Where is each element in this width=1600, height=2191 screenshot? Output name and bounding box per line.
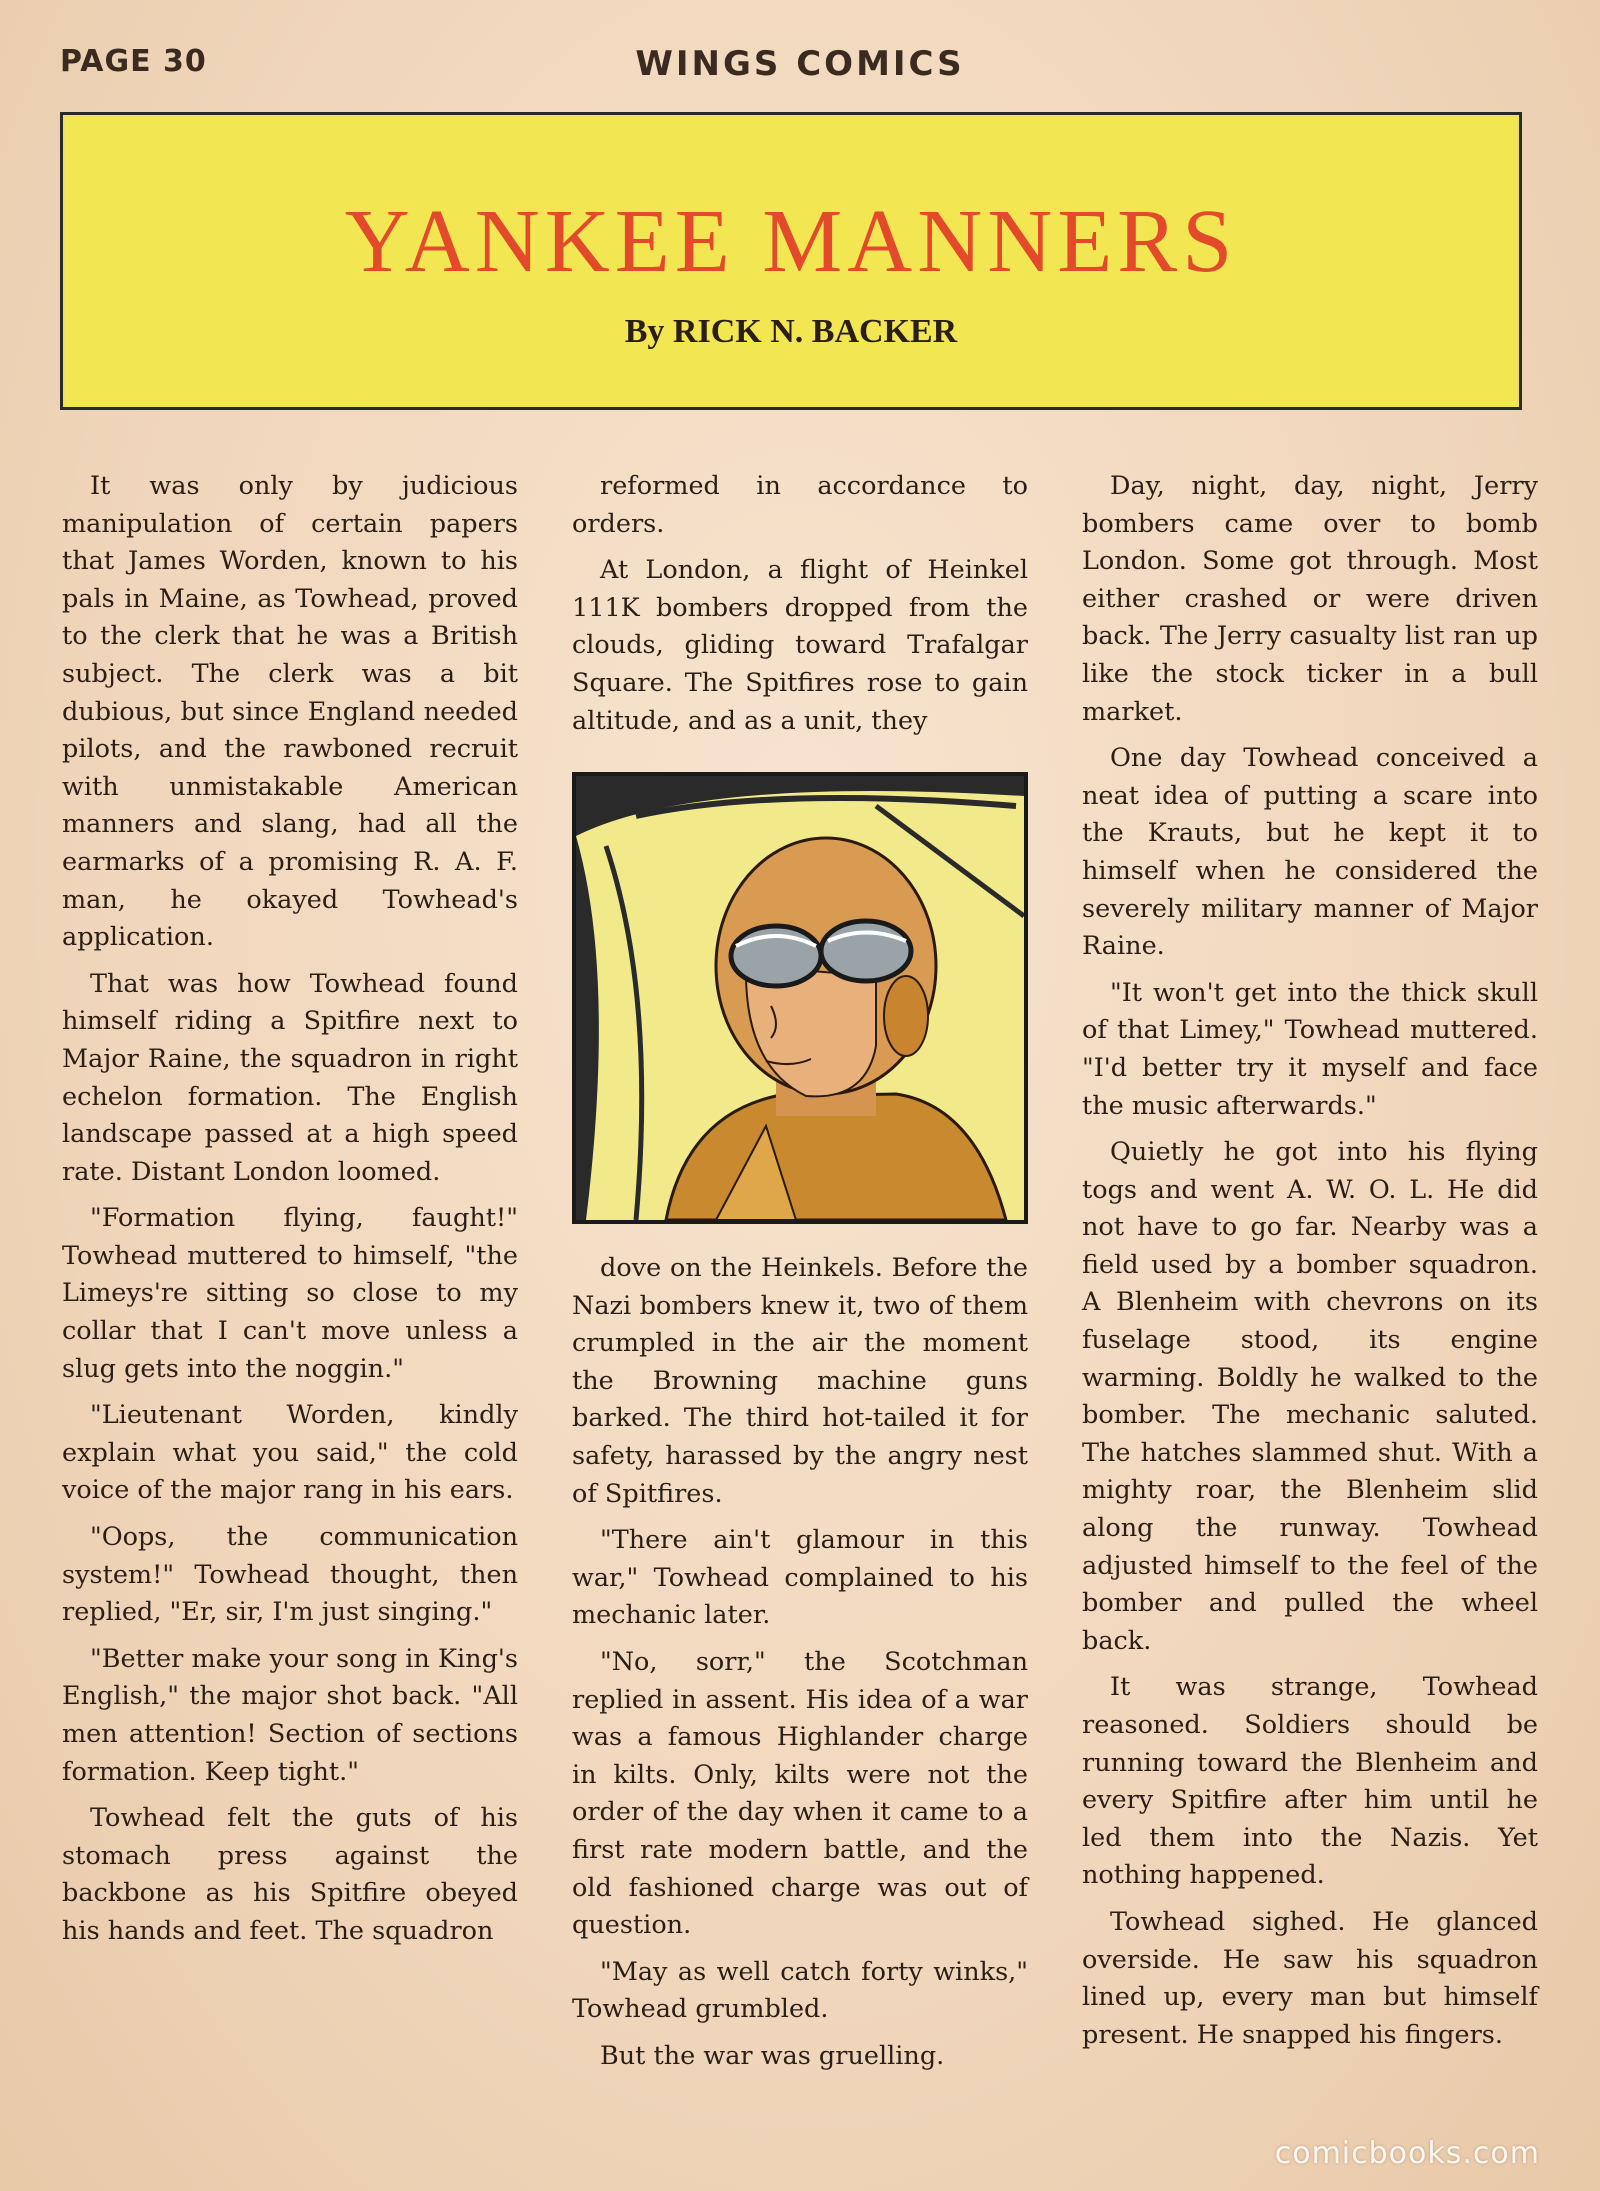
column-2-lower — [572, 1250, 1028, 2084]
magazine-title: WINGS COMICS — [635, 44, 965, 84]
paragraph: "There ain't glamour in this war," Towhead complained to his mechanic later. — [572, 1525, 1028, 1631]
paragraph: "It won't get into the thick skull of that Limey," Towhead muttered. "I'd better try it myself and face the music afterwards." — [1082, 977, 1538, 1121]
column-2 — [572, 468, 1028, 2071]
pilot-illustration — [572, 772, 1028, 1224]
paragraph: At London, a flight of Heinkel 111K bombers dropped from the clouds, gliding toward Trafalgar Square. The Spitfires rose to gain altitude, and as a unit, they — [572, 555, 1028, 736]
paragraph: dove on the Heinkels. Before the Nazi bombers knew it, two of them crumpled in the air the moment the Browning machine guns barked. The third hot-tailed it for safety, harassed by the angry nest of Spitfires. — [572, 1253, 1028, 1509]
paragraph: Quietly he got into his flying togs and went A. W. O. L. He did not have to go far. Nearby was a field used by a bomber squadron. A Blenheim with chevrons on its fuselage stood, its engine warming. Boldly he walked to the bomber. The mechanic saluted. The hatches slammed shut. With a mighty roar, the Blenheim slid along the runway. Towhead adjusted himself to the feel of the bomber and pulled the wheel back. — [1082, 1137, 1538, 1656]
paragraph: "Formation flying, faught!" Towhead muttered to himself, "the Limeys're sitting so close to my collar that I can't move unless a slug gets into the noggin." — [62, 1203, 518, 1384]
paragraph: "Better make your song in King's English," the major shot back. "All men attention! Section of sections formation. Keep tight." — [62, 1643, 518, 1787]
title-box — [60, 112, 1522, 410]
paragraph: "May as well catch forty winks," Towhead grumbled. — [572, 1956, 1028, 2025]
paragraph: That was how Towhead found himself riding a Spitfire next to Major Raine, the squadron in right echelon formation. The English landscape passed at a high speed rate. Distant London loomed. — [62, 968, 518, 1187]
pilot-in-cockpit-illustration — [576, 776, 1024, 1220]
paragraph: One day Towhead conceived a neat idea of putting a scare into the Krauts, but he kept it to himself when he considered the severely military manner of Major Raine. — [1082, 743, 1538, 962]
paragraph: Day, night, day, night, Jerry bombers came over to bomb London. Some got through. Most either crashed or were driven back. The Jerry casualty list ran up like the stock ticker in a bull market. — [1082, 471, 1538, 727]
paragraph: "Lieutenant Worden, kindly explain what you said," the cold voice of the major rang in his ears. — [62, 1400, 518, 1506]
column-1 — [62, 468, 518, 1960]
watermark: comicbooks.com — [1274, 2136, 1540, 2171]
paragraph: Towhead felt the guts of his stomach press against the backbone as his Spitfire obeyed his hands and feet. The squadron — [62, 1803, 518, 1946]
paragraph: But the war was gruelling. — [600, 2040, 945, 2071]
paragraph: It was strange, Towhead reasoned. Soldiers should be running toward the Blenheim and every Spitfire after him until he led them into the Nazis. Yet nothing happened. — [1082, 1672, 1538, 1891]
paragraph: "Oops, the communication system!" Towhead thought, then replied, "Er, sir, I'm just singing." — [62, 1522, 518, 1628]
story-title: YANKEE MANNERS — [344, 192, 1238, 291]
paragraph: It was only by judicious manipulation of certain papers that James Worden, known to his pals in Maine, as Towhead, proved to the clerk that he was a British subject. The clerk was a bit dubious, but since England needed pilots, and the rawboned recruit with unmistakable American manners and slang, had all the earmarks of a promising R. A. F. man, he okayed Towhead's application. — [62, 471, 518, 953]
paragraph: Towhead sighed. He glanced overside. He saw his squadron lined up, every man but himself present. He snapped his fingers. — [1082, 1906, 1538, 2050]
column-3 — [1082, 468, 1538, 2063]
paragraph: reformed in accordance to orders. — [572, 471, 1028, 539]
paragraph: "No, sorr," the Scotchman replied in assent. His idea of a war was a famous Highlander charge in kilts. Only, kilts were not the order of the day when it came to a first rate modern battle, and the old fashioned charge was out of question. — [572, 1646, 1028, 1941]
page-number: PAGE 30 — [60, 44, 207, 79]
byline: By RICK N. BACKER — [624, 313, 958, 350]
